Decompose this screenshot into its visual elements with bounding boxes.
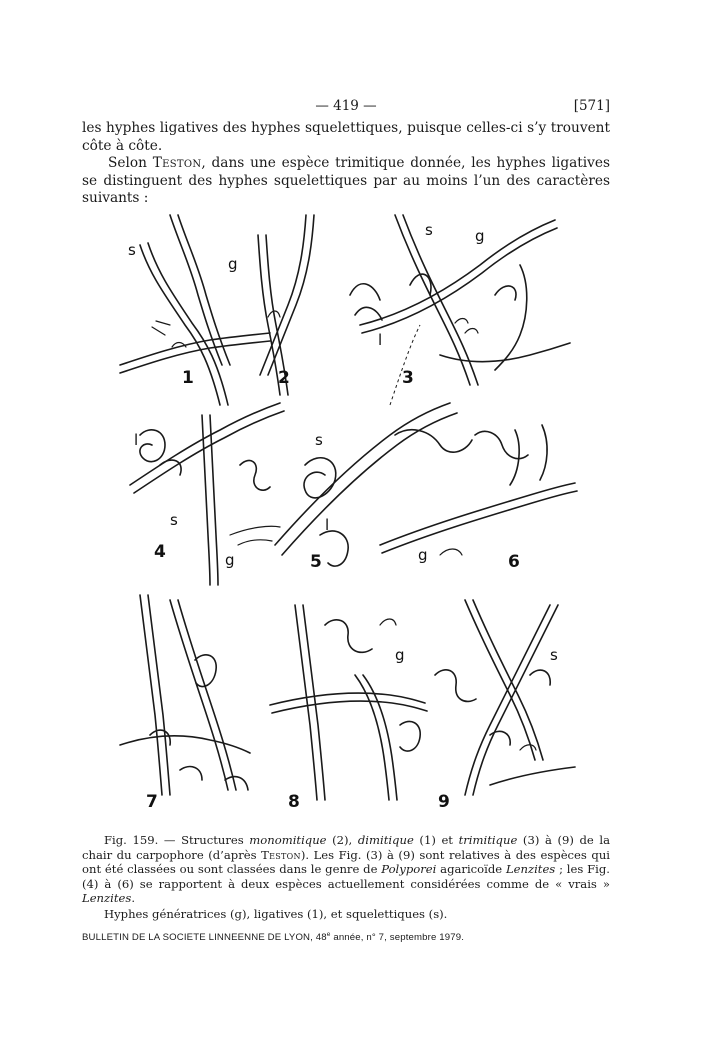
panel-number-6: 6 bbox=[508, 552, 520, 572]
running-head bbox=[82, 98, 610, 116]
caption-part-8: . bbox=[131, 891, 136, 906]
caption-part-4: (3) à (9) de la chair du carpophore (d’après bbox=[82, 833, 611, 862]
paragraph-2-start: Selon bbox=[108, 155, 153, 171]
figure-159 bbox=[110, 205, 580, 825]
panel-number-7: 7 bbox=[146, 792, 158, 812]
body-text bbox=[82, 120, 610, 208]
hyphae-drawings bbox=[110, 205, 580, 825]
panel-number-5: 5 bbox=[310, 552, 322, 572]
panel-8-drawing bbox=[270, 605, 427, 800]
label-s-panel-9: s bbox=[550, 646, 558, 664]
panel-5-6-drawing bbox=[275, 403, 577, 566]
paragraph-1: les hyphes ligatives des hyphes squelettiques, puisque celles-ci s’y trouvent côte à côte. bbox=[82, 120, 610, 154]
panel-number-3: 3 bbox=[402, 368, 414, 388]
caption-text bbox=[82, 833, 610, 906]
caption-part-5: ). Les Fig. (3) à (9) sont relatives à des espèces qui ont été classées ou sont classées dans le genre de bbox=[82, 847, 610, 877]
label-g-panel-8: g bbox=[395, 646, 405, 664]
caption-legend: Hyphes génératrices (g), ligatives (1), et squelettiques (s). bbox=[104, 906, 448, 921]
panel-number-4: 4 bbox=[154, 542, 166, 562]
page-number: — 419 — bbox=[315, 98, 377, 114]
caption-part-3: (1) et bbox=[413, 833, 459, 847]
caption-term-dimitique: dimitique bbox=[357, 833, 414, 847]
label-s-panel-3: s bbox=[425, 221, 433, 239]
author-teston: Teston bbox=[152, 155, 202, 171]
caption-term-polyporei: Polyporei bbox=[381, 862, 437, 877]
footer-journal: BULLETIN DE LA SOCIETE LINNEENNE DE LYON, 48 bbox=[82, 932, 327, 944]
paragraph-2-rest: , dans une espèce trimitique donnée, les hyphes ligatives se distinguent des hyphes squelettiques par au moins l’un des caractères suivants : bbox=[82, 155, 610, 206]
page-reference: [571] bbox=[573, 98, 610, 114]
label-l-panel-4: l bbox=[134, 431, 139, 449]
journal-footer bbox=[82, 931, 610, 943]
caption-part-7: ; les Fig. (4) à (6) se rapportent à deux espèces actuellement considérées comme de « vrais » bbox=[82, 862, 610, 891]
caption-fig-number: Fig. 159. — Structures bbox=[104, 833, 250, 847]
footer-issue: année, n° 7, septembre 1979. bbox=[330, 932, 465, 944]
panel-number-1: 1 bbox=[182, 368, 194, 388]
panel-1-drawing bbox=[120, 215, 270, 405]
panel-numbers bbox=[146, 368, 520, 812]
figure-caption bbox=[82, 833, 610, 922]
caption-author: Teston bbox=[261, 847, 301, 862]
caption-term-lenzites-2: Lenzites bbox=[82, 891, 132, 906]
caption-term-monomitique: monomitique bbox=[249, 833, 327, 847]
caption-part-6: agaricoïde bbox=[436, 862, 506, 877]
panel-7-drawing bbox=[120, 595, 250, 795]
label-g-panel-4: g bbox=[225, 551, 235, 569]
caption-part-2: (2), bbox=[326, 833, 358, 847]
label-s-panel-5: s bbox=[315, 431, 323, 449]
panel-number-9: 9 bbox=[438, 792, 450, 812]
paragraph-2 bbox=[82, 155, 610, 208]
panel-number-8: 8 bbox=[288, 792, 300, 812]
caption-term-trimitique: trimitique bbox=[458, 833, 518, 847]
label-l-panel-3: l bbox=[378, 331, 383, 349]
caption-term-lenzites: Lenzites bbox=[505, 862, 556, 877]
panel-3-drawing bbox=[350, 215, 570, 405]
label-l-panel-5: l bbox=[325, 516, 330, 534]
footer-superscript: e bbox=[326, 931, 331, 938]
panel-number-2: 2 bbox=[278, 368, 290, 388]
label-s-panel-4: s bbox=[170, 511, 178, 529]
label-g-panel-3: g bbox=[475, 227, 485, 245]
label-g-panel-1: g bbox=[228, 255, 238, 273]
panel-9-drawing bbox=[435, 600, 575, 795]
label-g-panel-6: g bbox=[418, 546, 428, 564]
hyphae-labels bbox=[128, 221, 558, 664]
label-s-panel-1: s bbox=[128, 241, 136, 259]
